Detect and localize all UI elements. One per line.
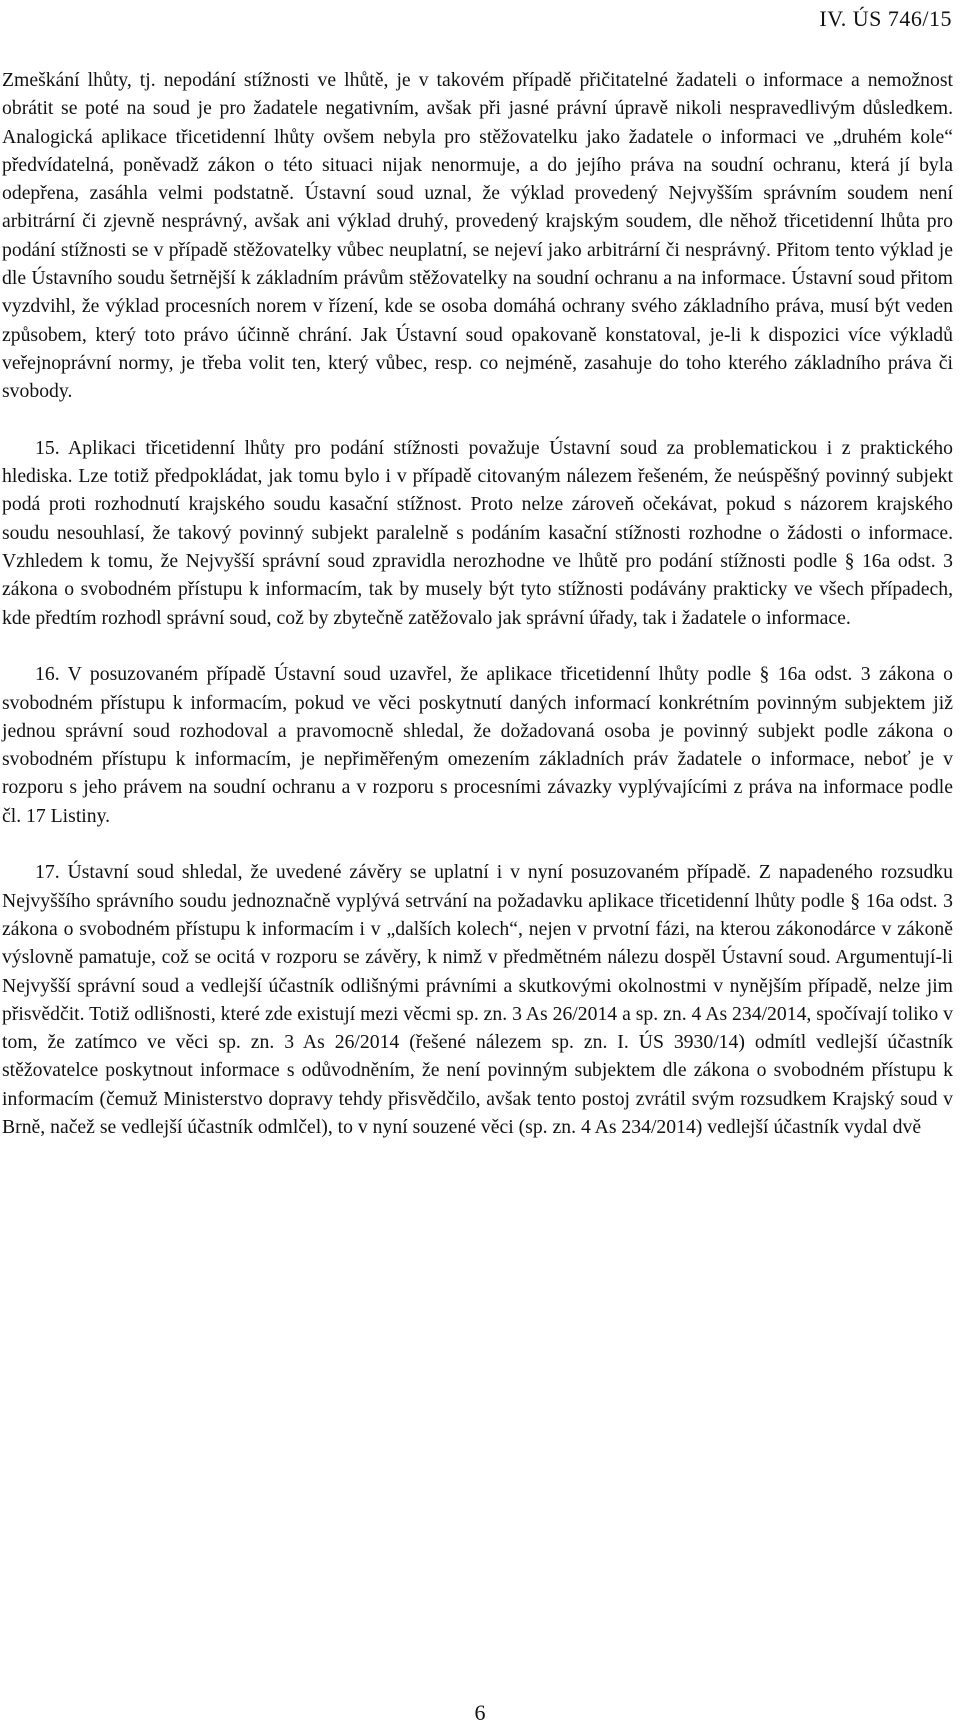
case-number-header: IV. ÚS 746/15	[819, 6, 952, 31]
paragraph-16: 16. V posuzovaném případě Ústavní soud uzavřel, že aplikace třicetidenní lhůty podle § 16a odst. 3 zákona o svobodném přístupu k informacím, pokud ve věci poskytnutí daných informací konkrétním povinným subjektem již jednou správní soud rozhodoval a pravomocně shledal, že dožadovaná osoba je povinný subjekt podle zákona o svobodném přístupu k informacím, je nepřiměřeným omezením základních práv žadatele o informace, neboť je v rozporu s jeho právem na soudní ochranu a v rozporu s procesními závazky vyplývajícími z práva na informace podle čl. 17 Listiny.	[2, 663, 953, 827]
page-number: 6	[474, 1700, 486, 1725]
paragraph-17: 17. Ústavní soud shledal, že uvedené závěry se uplatní i v nyní posuzovaném případě. Z napadeného rozsudku Nejvyššího správního soudu jednoznačně vyplývá setrvání na požadavku aplikace třicetidenní lhůty podle § 16a odst. 3 zákona o svobodném přístupu k informacím i v „dalších kolech“, nejen v prvotní fázi, na kterou zákonodárce v zákoně výslovně pamatuje, což se ocitá v rozporu se závěry, k nimž v předmětném nálezu dospěl Ústavní soud. Argumentují-li Nejvyšší správní soud a vedlejší účastník odlišnými právními a skutkovými okolnostmi v nynějším případě, nelze jim přisvědčit. Totiž odlišnosti, které zde existují mezi věcmi sp. zn. 3 As 26/2014 a sp. zn. 4 As 234/2014, spočívají toliko v tom, že zatímco ve věci sp. zn. 3 As 26/2014 (řešené nálezem sp. zn. I. ÚS 3930/14) odmítl vedlejší účastník stěžovatelce poskytnout informace s odůvodněním, že není povinným subjektem dle zákona o svobodném přístupu k informacím (čemuž Ministerstvo dopravy tehdy přisvědčilo, avšak tento postoj zvrátil svým rozsudkem Krajský soud v Brně, načež se vedlejší účastník odmlčel), to v nyní souzené věci (sp. zn. 4 As 234/2014) vedlejší účastník vydal dvě	[2, 861, 953, 1138]
document-body	[2, 66, 953, 1141]
paragraph-15: 15. Aplikaci třicetidenní lhůty pro podání stížnosti považuje Ústavní soud za problematickou i z praktického hlediska. Lze totiž předpokládat, jak tomu bylo i v případě citovaným nálezem řešeném, že neúspěšný povinný subjekt podá proti rozhodnutí krajského soudu kasační stížnost. Proto nelze zároveň očekávat, pokud s názorem krajského soudu nesouhlasí, že takový povinný subjekt paralelně s podáním kasační stížnosti rozhodne o žádosti o informace. Vzhledem k tomu, že Nejvyšší správní soud zpravidla nerozhodne ve lhůtě pro podání stížnosti podle § 16a odst. 3 zákona o svobodném přístupu k informacím, tak by musely být tyto stížnosti podávány prakticky ve všech případech, kde předtím rozhodl správní soud, což by zbytečně zatěžovalo jak správní úřady, tak i žadatele o informace.	[2, 436, 953, 629]
paragraph-continuation: Zmeškání lhůty, tj. nepodání stížnosti ve lhůtě, je v takovém případě přičitatelné žadateli o informace a nemožnost obrátit se poté na soud je pro žadatele negativním, avšak při jasné právní úpravě nikoli nespravedlivým důsledkem. Analogická aplikace třicetidenní lhůty ovšem nebyla pro stěžovatelku jako žadatele o informaci ve „druhém kole“ předvídatelná, poněvadž zákon o této situaci nijak nenormuje, a do jejího práva na soudní ochranu, která jí byla odepřena, zasáhla velmi podstatně. Ústavní soud uznal, že výklad provedený Nejvyšším správním soudem není arbitrární či zjevně nesprávný, avšak ani výklad druhý, provedený krajským soudem, dle něhož třicetidenní lhůta pro podání stížnosti se v případě stěžovatelky vůbec neuplatní, se nejeví jako arbitrární či nesprávný. Přitom tento výklad je dle Ústavního soudu šetrnější k základním právům stěžovatelky na soudní ochranu a na informace. Ústavní soud přitom vyzdvihl, že výklad procesních norem v řízení, kde se osoba domáhá ochrany svého základního práva, musí být veden způsobem, který toto právo účinně chrání. Jak Ústavní soud opakovaně konstatoval, je-li k dispozici více výkladů veřejnoprávní normy, je třeba volit ten, který vůbec, resp. co nejméně, zasahuje do toho kterého základního práva či svobody.	[2, 69, 953, 403]
